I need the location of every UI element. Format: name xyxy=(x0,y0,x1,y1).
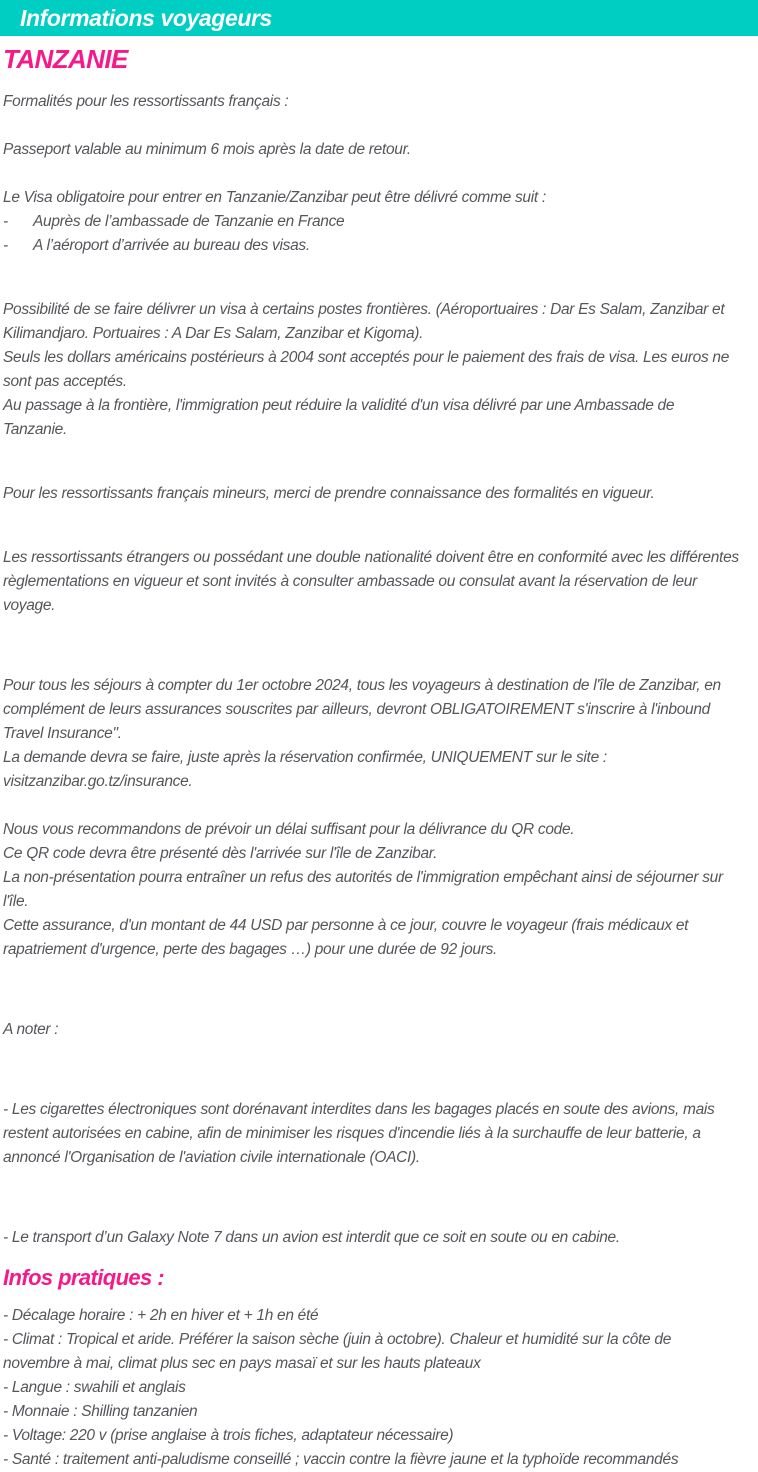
paragraph: - Le transport d’un Galaxy Note 7 dans un avion est interdit que ce soit en soute ou en cabine. xyxy=(3,1229,620,1246)
paragraph: Pour les ressortissants français mineurs, merci de prendre connaissance des formalités en vigueur. xyxy=(3,485,655,502)
paragraph: - Langue : swahili et anglais xyxy=(3,1379,186,1396)
header-bar xyxy=(0,0,758,36)
list-item-text: Auprès de l’ambassade de Tanzanie en France xyxy=(33,213,345,230)
paragraph: - Les cigarettes électroniques sont dorénavant interdites dans les bagages placés en soute des avions, mais restent autorisées en cabine, afin de minimiser les risques d'incendie liés à la surchauffe de leur batterie, a annoncé l'Organisation de l'aviation civile internationale (OACI). xyxy=(3,1101,715,1166)
paragraph: Les ressortissants étrangers ou possédant une double nationalité doivent être en conformité avec les différentes règlementations en vigueur et sont invités à consulter ambassade ou consulat avant la réservation de leur voyage. xyxy=(3,549,739,614)
list-item-text: A l’aéroport d’arrivée au bureau des visas. xyxy=(33,237,310,254)
paragraph: - Santé : traitement anti-paludisme conseillé ; vaccin contre la fièvre jaune et la typhoïde recommandés xyxy=(3,1451,679,1468)
paragraph: - Voltage: 220 v (prise anglaise à trois fiches, adaptateur nécessaire) xyxy=(3,1427,454,1444)
content-blocks xyxy=(0,44,758,1472)
paragraph: Pour tous les séjours à compter du 1er octobre 2024, tous les voyageurs à destination de l'île de Zanzibar, en complément de leurs assurances souscrites par ailleurs, devront OBLIGATOIREMENT s'inscrire à l'inbound Travel Insurance". xyxy=(3,677,721,742)
paragraph: Passeport valable au minimum 6 mois après la date de retour. xyxy=(3,141,411,158)
list-item xyxy=(3,210,740,234)
paragraph: visitzanzibar.go.tz/insurance. xyxy=(3,773,193,790)
paragraph: Ce QR code devra être présenté dès l'arrivée sur l'île de Zanzibar. xyxy=(3,845,438,862)
list-dash: - xyxy=(3,213,8,230)
paragraph: - Décalage horaire : + 2h en hiver et + 1h en été xyxy=(3,1307,319,1324)
paragraph: Au passage à la frontière, l'immigration peut réduire la validité d'un visa délivré par une Ambassade de Tanzanie. xyxy=(3,397,675,438)
list-dash: - xyxy=(3,237,8,254)
paragraph: - Monnaie : Shilling tanzanien xyxy=(3,1403,198,1420)
list-item xyxy=(3,234,740,258)
paragraph: La non-présentation pourra entraîner un refus des autorités de l'immigration empêchant ainsi de séjourner sur l'île. xyxy=(3,869,723,910)
paragraph: Le Visa obligatoire pour entrer en Tanzanie/Zanzibar peut être délivré comme suit : xyxy=(3,189,546,206)
country-title: TANZANIE xyxy=(3,44,128,74)
paragraph: - Climat : Tropical et aride. Préférer la saison sèche (juin à octobre). Chaleur et humidité sur la côte de novembre à mai, climat plus sec en pays masaï et sur les hauts plateaux xyxy=(3,1331,672,1372)
page-title: Informations voyageurs xyxy=(20,4,272,31)
paragraph: La demande devra se faire, juste après la réservation confirmée, UNIQUEMENT sur le site : xyxy=(3,749,607,766)
paragraph: Nous vous recommandons de prévoir un délai suffisant pour la délivrance du QR code. xyxy=(3,821,575,838)
paragraph: Seuls les dollars américains postérieurs à 2004 sont acceptés pour le paiement des frais de visa. Les euros ne sont pas acceptés. xyxy=(3,349,730,390)
paragraph: A noter : xyxy=(3,1021,59,1038)
section-heading: Infos pratiques : xyxy=(3,1265,164,1290)
paragraph: Formalités pour les ressortissants français : xyxy=(3,93,289,110)
paragraph: Possibilité de se faire délivrer un visa à certains postes frontières. (Aéroportuaires : Dar Es Salam, Zanzibar et Kilimandjaro. Portuaires : A Dar Es Salam, Zanzibar et Kigoma). xyxy=(3,301,725,342)
paragraph: Cette assurance, d'un montant de 44 USD par personne à ce jour, couvre le voyageur (frais médicaux et rapatriement d'urgence, perte des bagages …) pour une durée de 92 jours. xyxy=(3,917,689,958)
